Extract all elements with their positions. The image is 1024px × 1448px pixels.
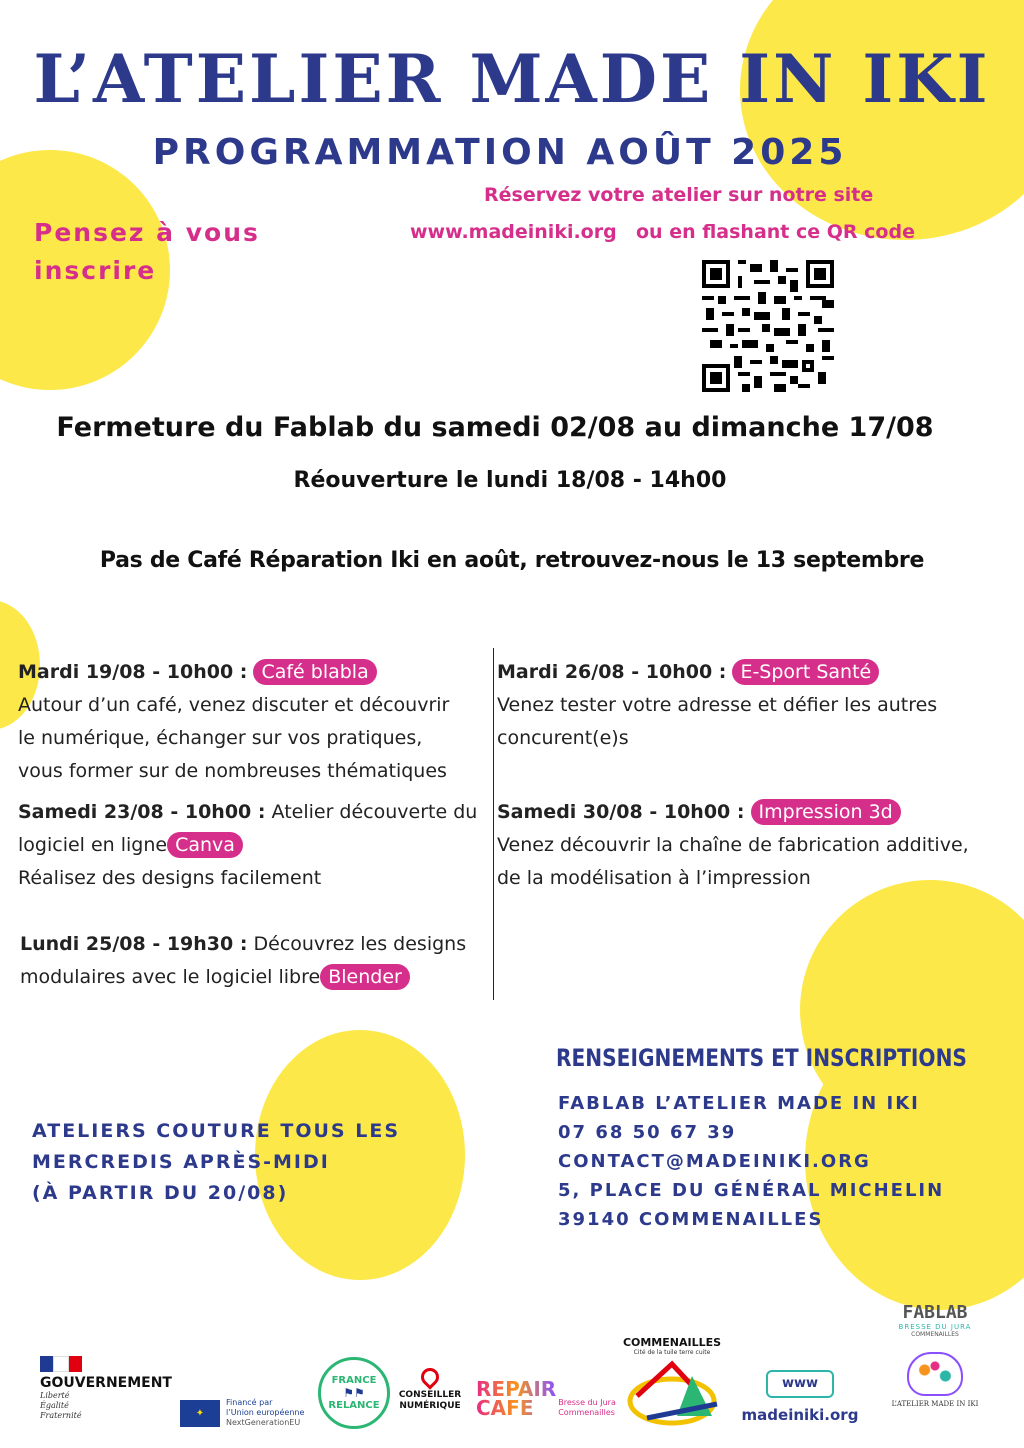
event-samedi-23 xyxy=(18,796,493,895)
gov-motto: Fraternité xyxy=(40,1411,82,1420)
eu-text1: Financé par xyxy=(226,1398,273,1407)
couture-line1: ATELIERS COUTURE TOUS LES xyxy=(32,1120,400,1142)
contact-heading: RENSEIGNEMENTS ET INSCRIPTIONS xyxy=(556,1044,967,1072)
location-pin-icon xyxy=(417,1364,442,1389)
relance-text1: FRANCE xyxy=(331,1375,377,1386)
qr-code[interactable] xyxy=(702,260,834,392)
reservation-line1: Réservez votre atelier sur notre site xyxy=(484,184,874,206)
contact-email[interactable]: CONTACT@MADEINIKI.ORG xyxy=(558,1151,871,1172)
event-desc-line: le numérique, échanger sur vos pratiques, xyxy=(18,727,423,749)
event-desc-line: Venez découvrir la chaîne de fabrication additive, xyxy=(497,834,969,856)
repair-sub1: Bresse du Jura xyxy=(558,1398,616,1407)
gov-motto: Liberté xyxy=(40,1391,70,1400)
event-desc-line: logiciel en ligne xyxy=(18,834,168,856)
fablab-sub: BRESSE DU JURA xyxy=(898,1323,972,1331)
logo-fablab xyxy=(880,1302,990,1408)
gov-motto: Égalité xyxy=(40,1401,69,1410)
eu-flag-icon: ✦ xyxy=(180,1400,220,1427)
event-tag: Canva xyxy=(167,832,243,858)
event-tag: Blender xyxy=(320,964,410,990)
logo-france-relance xyxy=(318,1357,390,1429)
logo-conseiller-numerique xyxy=(398,1368,462,1412)
logo-gouvernement xyxy=(40,1356,180,1421)
reopening-notice: Réouverture le lundi 18/08 - 14h00 xyxy=(293,468,727,493)
page-title: L’ATELIER MADE IN IKI xyxy=(33,40,991,118)
flags-icon: ⚑⚑ xyxy=(343,1386,365,1400)
eu-text3: NextGenerationEU xyxy=(226,1418,301,1427)
couture-line2: MERCREDIS APRÈS-MIDI xyxy=(32,1151,330,1173)
event-tag: Impression 3d xyxy=(751,799,901,825)
commenailles-emblem-icon xyxy=(617,1356,727,1426)
event-desc-line: Venez tester votre adresse et défier les autres xyxy=(497,694,938,716)
event-mardi-19 xyxy=(18,656,493,788)
fablab-text: FABLAB xyxy=(902,1302,968,1323)
fablab-bottom: L’ATELIER MADE IN IKI xyxy=(891,1400,979,1408)
contact-address1: 5, PLACE DU GÉNÉRAL MICHELIN xyxy=(558,1180,945,1201)
column-divider xyxy=(493,648,494,1000)
event-tag: Café blabla xyxy=(253,659,376,685)
commenailles-sub: Cité de la tuile terre cuite xyxy=(633,1349,711,1356)
logo-repair-cafe xyxy=(476,1377,616,1420)
reminder xyxy=(34,214,260,290)
event-date: Mardi 26/08 - 10h00 : xyxy=(497,661,727,683)
event-desc-line: Autour d’un café, venez discuter et découvrir xyxy=(18,694,450,716)
repair-text1: REPAIR xyxy=(476,1377,557,1401)
repair-text2: CAFE xyxy=(476,1396,534,1420)
event-desc-line: de la modélisation à l’impression xyxy=(497,867,811,889)
event-date: Mardi 19/08 - 10h00 : xyxy=(18,661,248,683)
commenailles-text: COMMENAILLES xyxy=(622,1336,722,1349)
logo-commenailles xyxy=(612,1336,732,1430)
brain-icon xyxy=(907,1352,963,1396)
conseiller-text2: NUMÉRIQUE xyxy=(399,1401,461,1411)
gov-label: GOUVERNEMENT xyxy=(40,1375,172,1391)
contact-phone[interactable]: 07 68 50 67 39 xyxy=(558,1122,737,1143)
event-desc-inline: Découvrez les designs xyxy=(253,933,467,955)
conseiller-text1: CONSEILLER xyxy=(398,1390,462,1400)
event-date: Lundi 25/08 - 19h30 : xyxy=(20,933,248,955)
www-icon: www xyxy=(766,1370,834,1398)
repair-cafe-notice: Pas de Café Réparation Iki en août, retrouvez-nous le 13 septembre xyxy=(99,548,925,573)
logo-eu xyxy=(180,1398,304,1428)
event-date: Samedi 23/08 - 10h00 : xyxy=(18,801,266,823)
logo-madeiniki-web[interactable] xyxy=(740,1370,860,1424)
event-date: Samedi 30/08 - 10h00 : xyxy=(497,801,745,823)
event-desc-line: concurent(e)s xyxy=(497,727,629,749)
couture-info xyxy=(32,1116,400,1209)
reminder-line2: inscrire xyxy=(34,256,157,285)
event-tag: E-Sport Santé xyxy=(732,659,879,685)
repair-sub2: Commenailles xyxy=(558,1408,615,1417)
event-samedi-30 xyxy=(497,796,1017,895)
event-desc-inline: Atelier découverte du xyxy=(271,801,478,823)
event-desc-line: Réalisez des designs facilement xyxy=(18,867,322,889)
fablab-sub2: COMMENAILLES xyxy=(911,1331,959,1338)
contact-info xyxy=(558,1089,944,1234)
reservation-qr-text: ou en flashant ce QR code xyxy=(636,221,915,243)
eu-text2: l’Union européenne xyxy=(226,1408,305,1417)
reservation-site-link[interactable]: www.madeiniki.org xyxy=(410,221,617,243)
event-desc-line: modulaires avec le logiciel libre xyxy=(20,966,321,988)
couture-line3: (À PARTIR DU 20/08) xyxy=(32,1182,289,1204)
closure-notice: Fermeture du Fablab du samedi 02/08 au dimanche 17/08 xyxy=(56,412,934,443)
contact-name: FABLAB L’ATELIER MADE IN IKI xyxy=(558,1093,920,1114)
contact-address2: 39140 COMMENAILLES xyxy=(558,1209,824,1230)
page-subtitle: PROGRAMMATION AOÛT 2025 xyxy=(152,132,848,173)
event-desc-line: vous former sur de nombreuses thématiques xyxy=(18,760,447,782)
relance-text2: RELANCE xyxy=(328,1400,380,1411)
event-lundi-25 xyxy=(20,928,490,994)
event-mardi-26 xyxy=(497,656,1017,755)
logo-site-text: madeiniki.org xyxy=(741,1406,859,1424)
marianne-icon xyxy=(40,1356,82,1372)
reminder-line1: Pensez à vous xyxy=(34,218,260,247)
